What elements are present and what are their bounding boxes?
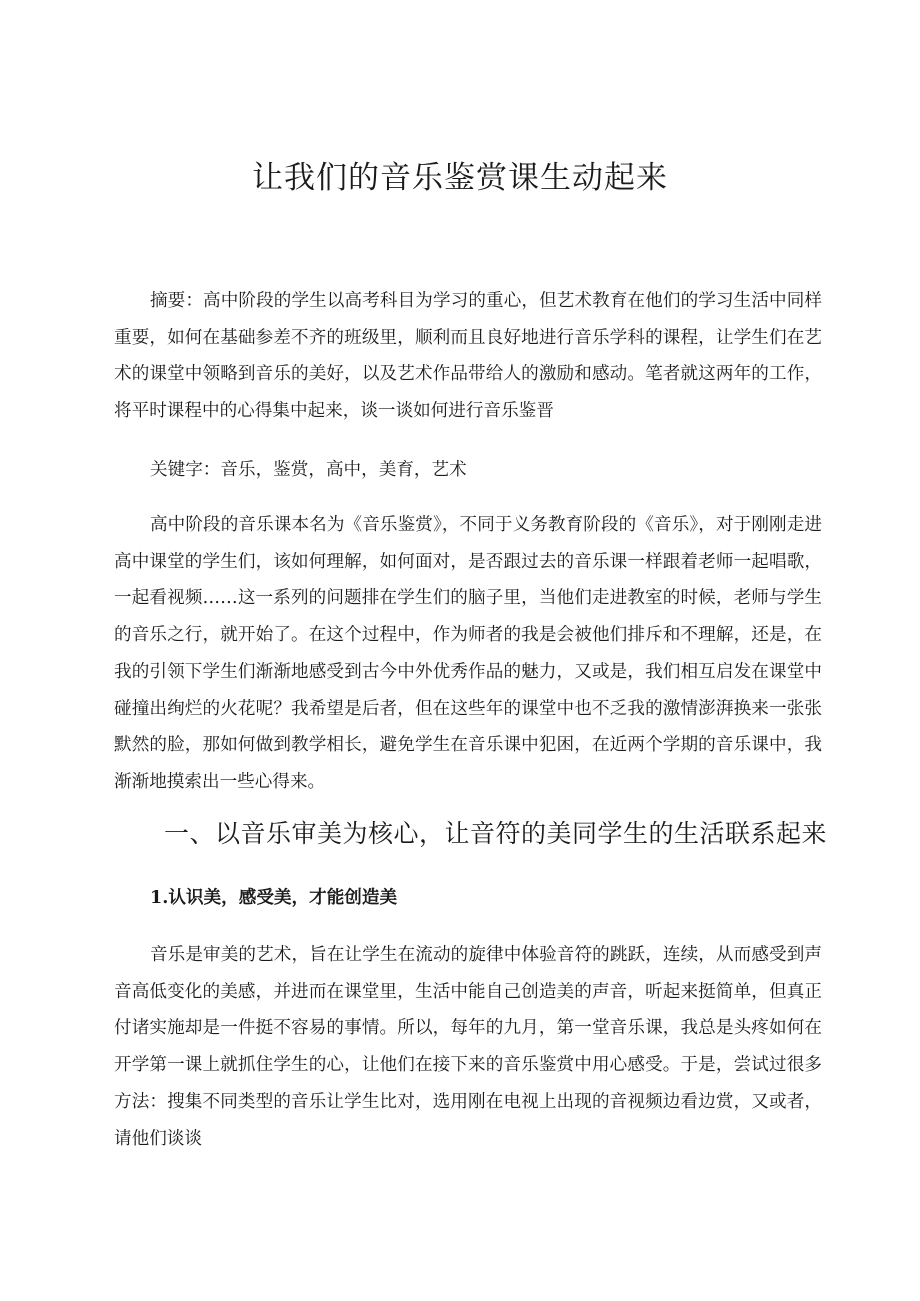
intro-paragraph: 高中阶段的音乐课本名为《音乐鉴赏》，不同于义务教育阶段的《音乐》，对于刚刚走进高中课堂的学生们，该如何理解，如何面对，是否跟过去的音乐课一样跟着老师一起唱歌，一起看视频……这一系列的问题排在学生们的脑子里，当他们走进教室的时候，老师与学生的音乐之行，就开始了。在这个过程中，作为师者的我是会被他们排斥和不理解，还是，在我的引领下学生们渐渐地感受到古今中外优秀作品的魅力，又或是，我们相互启发在课堂中碰撞出绚烂的火花呢？我希望是后者，但在这些年的课堂中也不乏我的激情澎湃换来一张张默然的脸，那如何做到教学相长，避免学生在音乐课中犯困，在近两个学期的音乐课中，我渐渐地摸索出一些心得来。 xyxy=(114,515,822,792)
subsection-heading: 1.认识美，感受美，才能创造美 xyxy=(150,887,398,908)
section-heading: 一、以音乐审美为核心，让音符的美同学生的生活联系起来 xyxy=(164,819,828,848)
body-paragraph: 音乐是审美的艺术，旨在让学生在流动的旋律中体验音符的跳跃，连续，从而感受到声音高低变化的美感，并进而在课堂里，生活中能自己创造美的声音，听起来挺简单，但真正付诸实施却是一件挺不容易的事情。所以，每年的九月，第一堂音乐课，我总是头疼如何在开学第一课上就抓住学生的心，让他们在接下来的音乐鉴赏中用心感受。于是，尝试过很多方法：搜集不同类型的音乐让学生比对，选用刚在电视上出现的音视频边看边赏，又或者，请他们谈谈 xyxy=(114,945,822,1149)
abstract-paragraph: 摘要：高中阶段的学生以高考科目为学习的重心，但艺术教育在他们的学习生活中同样重要，如何在基础参差不齐的班级里，顺利而且良好地进行音乐学科的课程，让学生们在艺术的课堂中领略到音乐的美好，以及艺术作品带给人的激励和感动。笔者就这两年的工作，将平时课程中的心得集中起来，谈一谈如何进行音乐鉴晋 xyxy=(114,291,822,422)
document-title: 让我们的音乐鉴赏课生动起来 xyxy=(252,160,668,196)
keywords-paragraph: 关键字：音乐，鉴赏，高中，美育，艺术 xyxy=(150,460,467,480)
